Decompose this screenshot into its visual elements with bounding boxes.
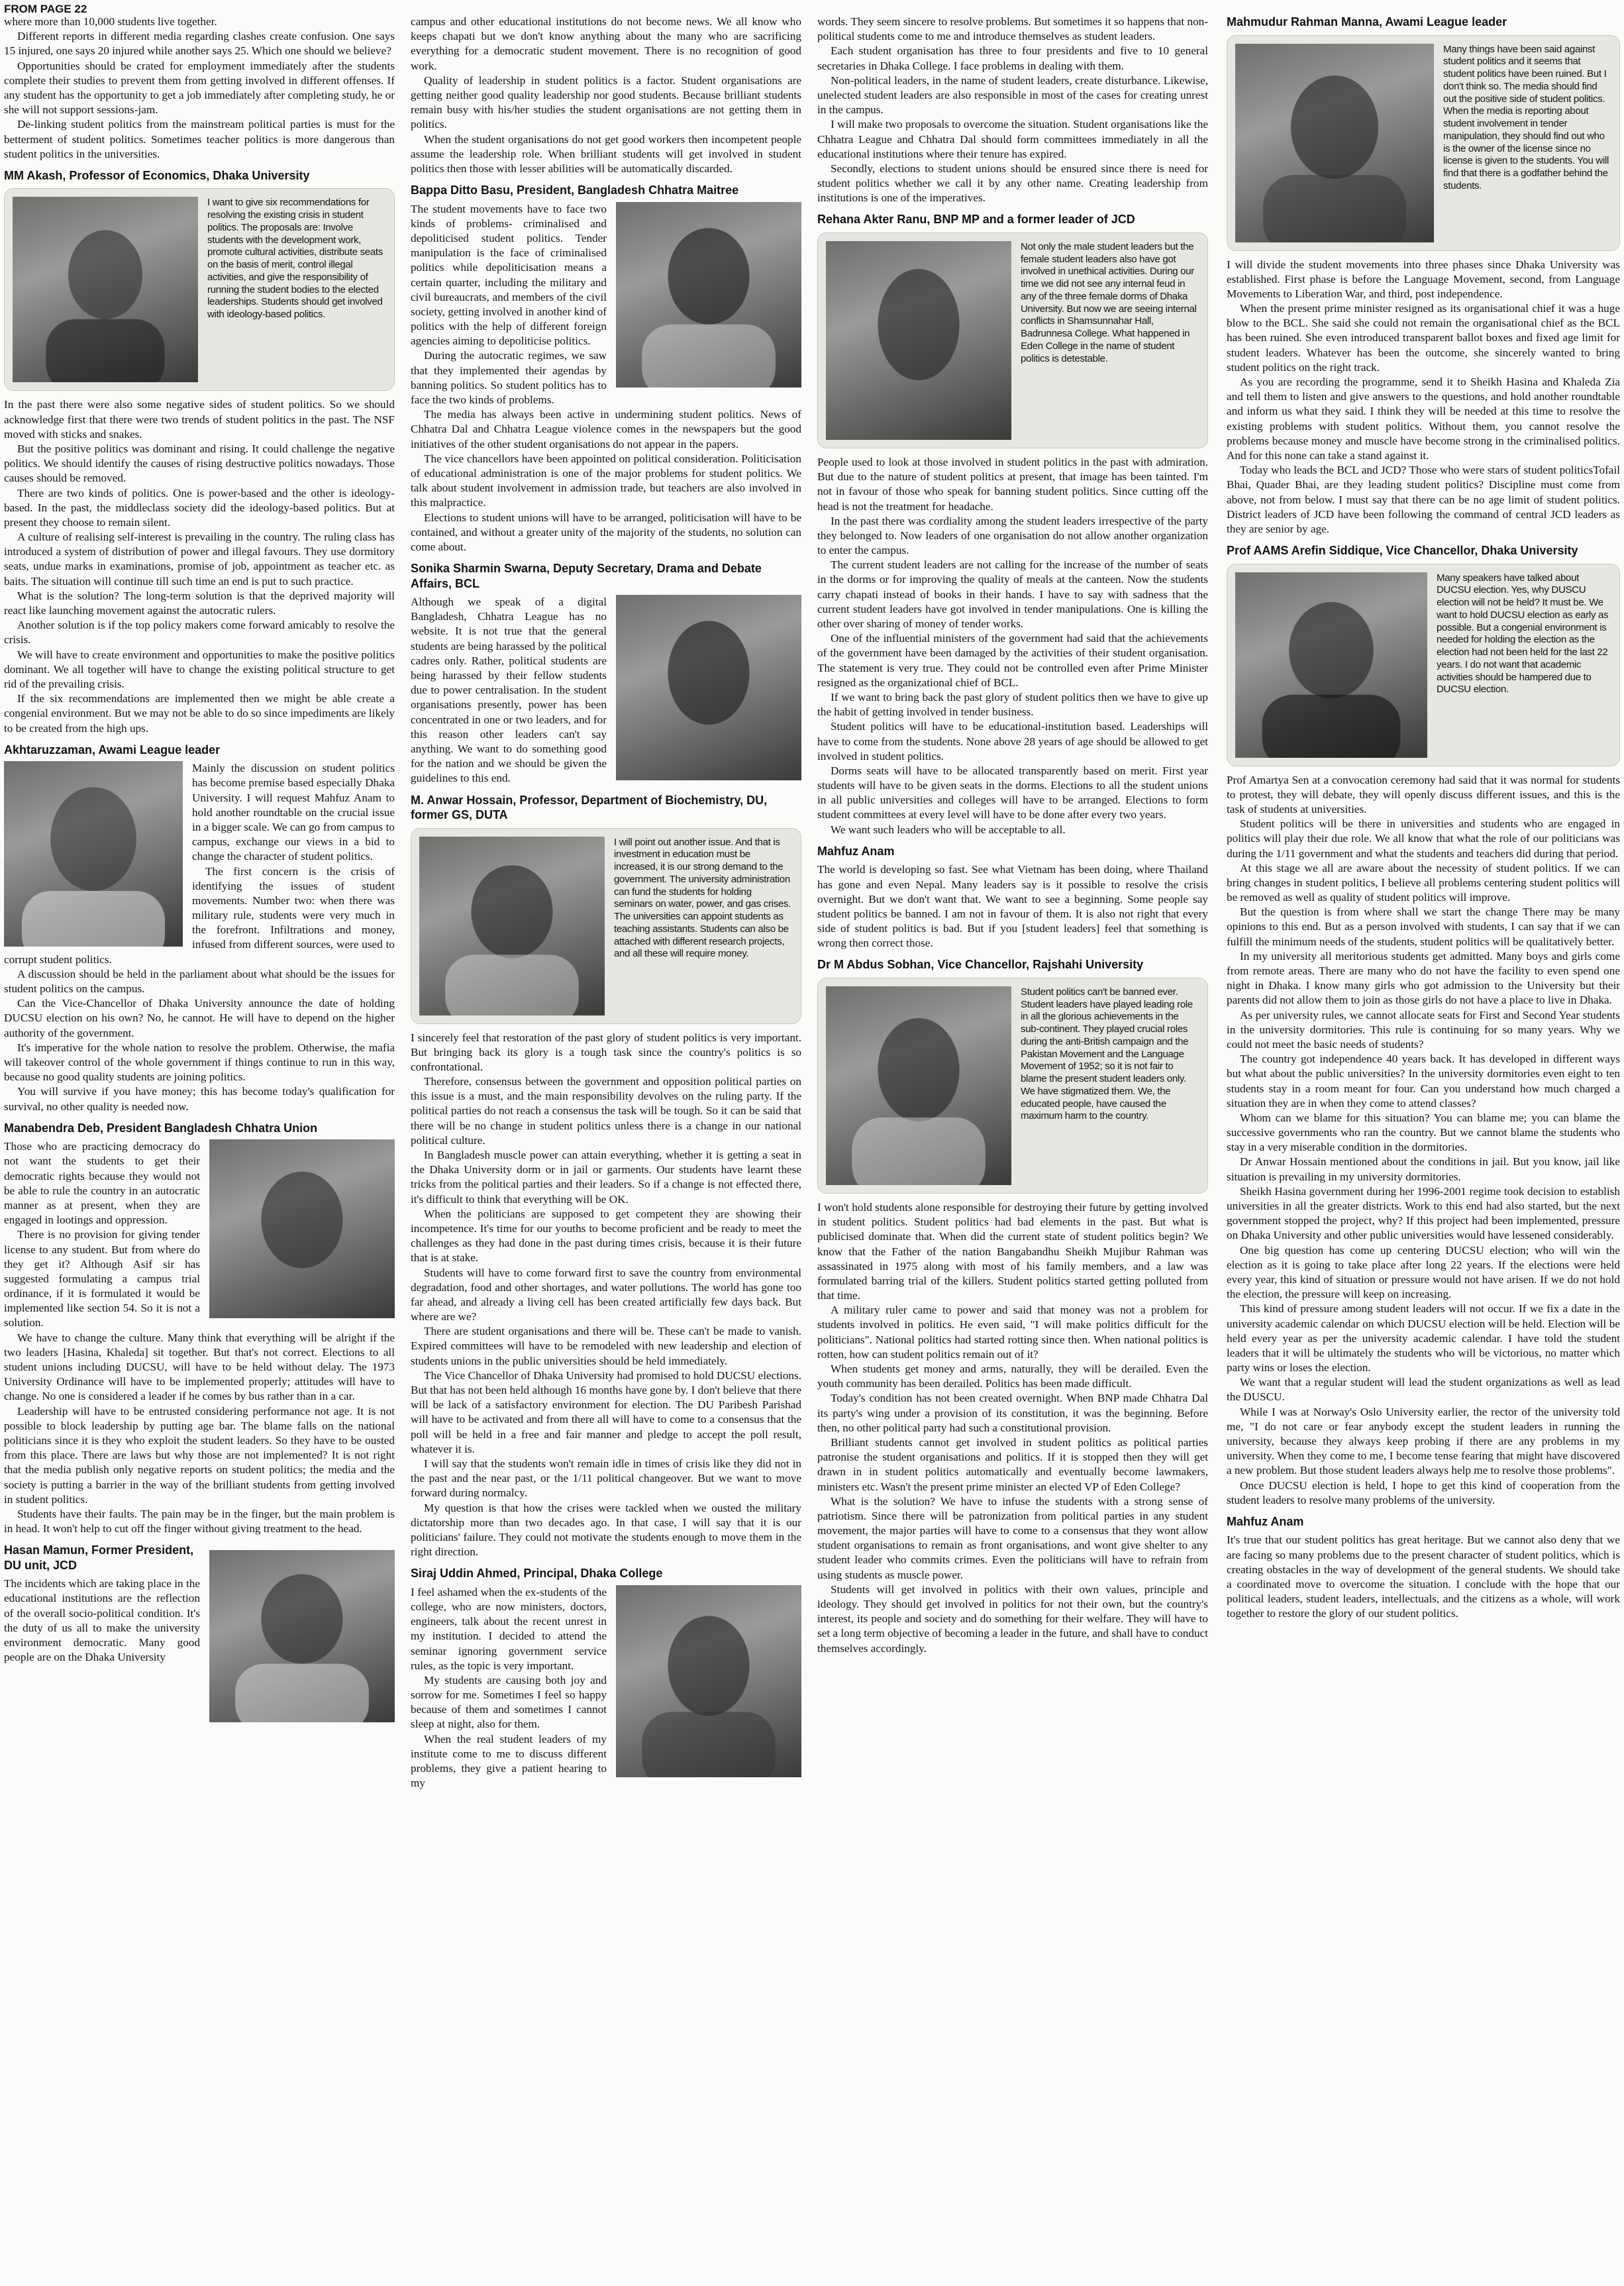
speaker-photo	[826, 986, 1011, 1185]
paragraph: My students are causing both joy and sorrow for me. Sometimes I feel so happy because of them and sometimes I cannot sleep at night, also for them.	[411, 1673, 607, 1731]
speaker-heading: Manabendra Deb, President Bangladesh Chhatra Union	[4, 1121, 318, 1135]
speaker-name: Hasan Mamun, Former President, DU unit, JCD	[4, 1543, 194, 1572]
paragraph: We have to change the culture. Many think that everything will be alright if the two leaders [Hasina, Khaleda] sit together. But that's not correct. Elections to all student unions including DUCSU, will have to be held without delay. The 1973 University Ordinance will have to be implemented properly; attitudes will have to change. No one is considered a leader if he comes by bus rather than in a car.	[4, 1331, 395, 1403]
paragraph: What is the solution? The long-term solution is that the deprived majority will react like launching movement against the autocratic rulers.	[4, 589, 395, 617]
speaker-photo	[1235, 572, 1427, 758]
paragraph: There is no provision for giving tender license to any student. But from where do they get it? Although Asif sir has suggested formulating a campus trial ordinance, if it is formulated it would be implemented like section 54. So it is not a solution.	[4, 1228, 200, 1329]
paragraph: Different reports in different media regarding clashes create confusion. One says 15 injured, one says 20 injured while another says 25. Which one should we believe?	[4, 30, 395, 58]
paragraph: Leadership will have to be entrusted considering performance not age. It is not possible to block leadership by putting age bar. The blame falls on the national politicians since it is they who exploit the student leaders. So they have to be ousted from this place. There are laws but why those are not implemented? It is not right that the media publish only negative reports on student politics; the media and the society is putting a barrier in the way of the brilliant students from getting involved in student politics.	[4, 1404, 395, 1506]
speaker-heading: Siraj Uddin Ahmed, Principal, Dhaka College	[411, 1567, 663, 1581]
paragraph: Those who are practicing democracy do not want the students to get their democratic rights because they would not be able to rule the country in an autocratic manner as at present, when they are engaged in lootings and oppression.	[4, 1140, 200, 1227]
pull-quote: I will point out another issue. And that is investment in education must be increased, it is our strong demand to the government. The university administration can fund the students for holding seminars on water, power, and gas crises. The universities can appoint students as teaching assistants. Students can also be attached with different research projects, and all these will require money.	[614, 836, 791, 960]
paragraph: Whom can we blame for this situation? You can blame me; you can blame the successive governments who ran the country. But we cannot blame the students who stay in a very miserable condition in the dormitories.	[1227, 1111, 1620, 1154]
paragraph: We want that a regular student will lead the student organizations as well as lead the DUSCU.	[1227, 1376, 1620, 1404]
paragraph: There are student organisations and there will be. These can't be made to vanish. Expired committees will have to be remodeled with new leadership and election of students unions in the public universities should be held immediately.	[411, 1325, 801, 1367]
paragraph: We will have to create environment and opportunities to make the positive politics dominant. We all together will have to change the existing political structure to get rid of the prevailing crisis.	[4, 648, 395, 690]
paragraph: Students will have to come forward first to save the country from environmental degradation, food and other shortages, and water pollutions. The world has gone too far ahead, and already a living cell has been created artificially few days back. But where are we?	[411, 1266, 801, 1324]
column-3	[817, 15, 1208, 1656]
paragraph: As per university rules, we cannot allocate seats for First and Second Year students in the university dormitories. This rule is continuing for so many years. Why we could not meet the basic needs of students?	[1227, 1008, 1620, 1051]
paragraph: The student movements have to face two kinds of problems- criminalised and depoliticised student politics. Tender manipulation is the face of criminalised politics while depoliticisation means a certain quarter, including the military and civil bureaucrats, and members of the civil society, getting involved in another kind of politics with the help of different foreign agencies aiming to depoliticise politics.	[411, 202, 607, 348]
paragraph: One of the influential ministers of the government had said that the achievements of the government have been damaged by the activities of their student organisation. The statement is very true. They could not be controlled even after Prime Minister resigned as the organizational chief of BCL.	[817, 632, 1208, 689]
speaker-heading: M. Anwar Hossain, Professor, Department of Biochemistry, DU, former GS, DUTA	[411, 793, 768, 821]
paragraph: I will say that the students won't remain idle in times of crisis like they did not in the past and the near past, or the 1/11 political changeover. But we want to move forward during normalcy.	[411, 1457, 801, 1500]
paragraph: If the six recommendations are implemented then we might be able create a congenial environment. But we may not be able to do so since impediments are likely to be created from the high ups.	[4, 692, 395, 735]
paragraph: In the past there was cordiality among the student leaders irrespective of the party they belonged to. Now leaders of one organisation do not allow another organization to enter the campus.	[817, 514, 1208, 557]
column-4	[1227, 15, 1620, 1622]
paragraph: A military ruler came to power and said that money was not a problem for students involved in politics. He even said, "I will make politics difficult for the politicians". National politics had started rotting since then. When national politics is rotten, how can student politics remain out of it?	[817, 1304, 1208, 1361]
paragraph: where more than 10,000 students live together.	[4, 15, 217, 28]
paragraph: During the autocratic regimes, we saw that they implemented their agendas by banning politics. So student politics has to face the two kinds of problems.	[411, 349, 607, 406]
pull-quote: Not only the male student leaders but the female student leaders also have got involved in unethical activities. During our time we did not see any internal feud in any of the three female dorms of Dhaka University. But now we are seeing internal conflicts in Shamsunnahar Hall, Badrunnesa College. What happened in Eden College in the name of student politics is detestable.	[1021, 240, 1197, 364]
paragraph: The first concern is the crisis of identifying the issues of student movements. Number two: when there was military rule, students were very much in the forefront. Infiltrations and money, infused from different sources, were used to corrupt student politics.	[4, 864, 395, 966]
quote-box	[817, 233, 1208, 448]
paragraph: When students get money and arms, naturally, they will be derailed. Even the youth community has been derailed. Politics has been made difficult.	[817, 1363, 1208, 1390]
pull-quote: Many speakers have talked about DUCSU election. Yes, why DUSCU election will not be held? It must be. We want to hold DUCSU election as early as possible. But a congenial environment is needed for holding the election as the election had not been held for the last 22 years. I do not want that academic activities should be hampered due to DUCSU election.	[1437, 572, 1609, 696]
paragraph: When the student organisations do not get good workers then incompetent people assume the leadership role. When brilliant students will get involved in student politics then those with lesser abilities will be automatically discarded.	[411, 132, 801, 175]
paragraph: In my university all meritorious students get admitted. Many boys and girls come from remote areas. There are many who do not have the facility to even spend one night in Dhaka. I know many girls who got admission to the University but their parents did not allow them to join as those girls do not have a place to live in Dhaka.	[1227, 949, 1620, 1007]
paragraph: Elections to student unions will have to be arranged, politicisation will have to be contained, and without a greater unity of the majority of the students, no solution can come about.	[411, 511, 801, 553]
paragraph: Student politics will be there in universities and students who are engaged in politics will play their due role. We all know that what the role of our politicians was during the 1/11 government and what the students and teachers did during that period.	[1227, 817, 1620, 860]
paragraph: Non-political leaders, in the name of student leaders, create disturbance. Likewise, unelected student leaders are also responsible in most of the cases for creating unrest in the campus.	[817, 74, 1208, 117]
pull-quote: Student politics can't be banned ever. Student leaders have played leading role in all the glorious achievements in the sub-continent. They played crucial roles during the anti-British campaign and the Pakistan Movement and the Language Movement of 1952; so it is not fair to blame the present student leaders only. We have stigmatized them. We, the educated people, have caused the maximum harm to the country.	[1021, 986, 1193, 1122]
speaker-photo	[209, 1550, 395, 1722]
paragraph: Secondly, elections to student unions should be ensured since there is need for student politics whether we call it by any other name. Creating leadership from institutions is one of the imperatives.	[817, 162, 1208, 205]
paragraph: You will survive if you have money; this has become today's qualification for survival, no other quality is needed now.	[4, 1085, 395, 1113]
speaker-heading: Akhtaruzzaman, Awami League leader	[4, 743, 221, 756]
speaker-heading: MM Akash, Professor of Economics, Dhaka University	[4, 168, 310, 182]
paragraph: Another solution is if the top policy makers come forward amicably to resolve the crisis.	[4, 619, 395, 647]
paragraph: When the present prime minister resigned as its organisational chief it was a huge blow to the BCL. She said she could not remain the organisational chief as the BCL has been ruined. She even introduced transparent ballot boxes and fixed age limit for student leaders. Whatever has been the outcome, she sincerely wanted to bring student politics on the right track.	[1227, 302, 1620, 374]
paragraph: De-linking student politics from the mainstream political parties is must for the betterment of student politics. Sometimes teacher politics is more dangerous than student politics in the universities.	[4, 118, 395, 160]
paragraph: campus and other educational institutions do not become news. We all know who keeps chapati but we don't know anything about the many who are sacrificing everything for a democratic student movement. There is no recognition of good work.	[411, 15, 801, 72]
paragraph: Today's condition has not been created overnight. When BNP made Chhatra Dal its party's wing under a provision of its constitution, it was the beginning. Before then, no other political party had such a constitutional provision.	[817, 1392, 1208, 1434]
paragraph: At this stage we all are aware about the necessity of student politics. If we can bring changes in student politics, I believe all problems centering student politics will be removed as well as quality of student politics will improve.	[1227, 861, 1620, 904]
speaker-heading: Rehana Akter Ranu, BNP MP and a former leader of JCD	[817, 213, 1135, 227]
paragraph: One big question has come up centering DUCSU election; who will win the election as it is going to take place after long 22 years. If the elections were held every year, this kind of situation or pressure would not have arisen. If we do not hold the election, the pressure will keep on increasing.	[1227, 1243, 1620, 1301]
paragraph: Each student organisation has three to four presidents and five to 10 general secretaries in Dhaka College. I face problems in dealing with them.	[817, 44, 1208, 72]
speaker-heading: Mahfuz Anam	[817, 844, 895, 858]
paragraph: As you are recording the programme, send it to Sheikh Hasina and Khaleda Zia and tell them to listen and give answers to the questions, and hold another roundtable and inform us what they said. I think they will be needed at this time to resolve the existing problems with student politics. Without them, you cannot resolve the problems because money and muscle have become strong in the criminalised politics. And for this none can take a stand against it.	[1227, 376, 1620, 462]
paragraph: I won't hold students alone responsible for destroying their future by getting involved in student politics. Student politics had bad elements in the past. But what is publicised dominate that. When did the current state of student politics begin? We know that the Father of the nation Bangabandhu Sheikh Mujibur Rahman was assassinated in 1975 along with most of his family members, and a law was formulated barring trial of the killers. Student politics started getting polluted from that time.	[817, 1200, 1208, 1302]
paragraph: Students have their faults. The pain may be in the finger, but the main problem is in head. It won't help to cut off the finger without giving treatment to the head.	[4, 1507, 395, 1535]
speaker-heading: Prof AAMS Arefin Siddique, Vice Chancellor, Dhaka University	[1227, 544, 1578, 558]
speaker-photo	[616, 202, 801, 388]
quote-box	[411, 828, 801, 1024]
paragraph: This kind of pressure among student leaders will not occur. If we fix a date in the university academic calendar on which DUCSU election will be held. Election will be held every year as per the university academic calendar. I have told the student leaders that it will be ultimately the students who will be victorious, no matter which party wins or loses the election.	[1227, 1302, 1620, 1375]
speaker-photo	[13, 197, 198, 382]
speaker-photo	[1235, 44, 1434, 242]
paragraph: But the positive politics was dominant and rising. It could challenge the negative politics. We should identify the causes of rising destructive politics nowadays. Those causes should be removed.	[4, 442, 395, 485]
page-continuation-label: FROM PAGE 22	[4, 3, 87, 15]
paragraph: Once DUCSU election is held, I hope to get this kind of cooperation from the student leaders to resolve many problems of the university.	[1227, 1479, 1620, 1506]
paragraph: A culture of realising self-interest is prevailing in the country. The ruling class has introduced a system of distribution of power and illegal favours. They use dormitory seats, undue marks in examinations, promise of job, appointment as teacher etc. as baits. The situation will continue till such time an end is put to such practice.	[4, 531, 395, 588]
paragraph: The incidents which are taking place in the educational institutions are the reflection of the overall socio-political condition. It's the duty of us all to make the university environment democratic. Many good people are on the Dhaka University	[4, 1577, 200, 1664]
speaker-photo	[419, 837, 605, 1015]
paragraph: Student politics will have to be educational-institution based. Leaderships will have to come from the students. None above 28 years of age should be allowed to get involved in student politics.	[817, 720, 1208, 762]
speaker-photo	[616, 595, 801, 780]
paragraph: I feel ashamed when the ex-students of the college, who are now ministers, doctors, engineers, talk about the recent unrest in my institution. I decided to attend the seminar ignoring government service rules, as the topic is very important.	[411, 1585, 607, 1672]
speaker-heading: Sonika Sharmin Swarna, Deputy Secretary, Drama and Debate Affairs, BCL	[411, 562, 762, 590]
paragraph: People used to look at those involved in student politics in the past with admiration. But due to the nature of student politics at present, that image has been tainted. I'm not in favour of those who speak for banning student politics. Since cutting off the head is not the treatment for headache.	[817, 455, 1208, 513]
quote-box	[4, 188, 395, 391]
paragraph: It's true that our student politics has great heritage. But we cannot also deny that we are facing so many problems due to the present character of student politics, which is creating obstacles in the way of development of the general students. We should take a coordinated move to overcome the situation. I conclude with the hope that our political leaders, student leaders, intellectuals, and the citizens as a whole, will work together to restore the glory of our student politics.	[1227, 1533, 1620, 1620]
paragraph: words. They seem sincere to resolve problems. But sometimes it so happens that non-political students come to me and introduce themselves as student leaders.	[817, 15, 1208, 43]
paragraph: Sheikh Hasina government during her 1996-2001 regime took decision to establish universities in all the greater districts. Work to this end had also started, but the next government stopped the project, why? If this project had been implemented, pressure on Dhaka University and other public universities would have lessened considerably.	[1227, 1184, 1620, 1242]
paragraph: There are two kinds of politics. One is power-based and the other is ideology-based. In the past, the middleclass society did the ideology-based politics. But at present they choose to remain silent.	[4, 486, 395, 529]
paragraph: A discussion should be held in the parliament about what should be the issues for student politics on the campus.	[4, 967, 395, 995]
paragraph: When the politicians are supposed to get competent they are showing their incompetence. It's time for our youths to become proficient and be ready to meet the challenges as they had done in the past during times crisis, because it is their future that is at stake.	[411, 1207, 801, 1265]
speaker-photo	[209, 1139, 395, 1318]
paragraph: Quality of leadership in student politics is a factor. Student organisations are getting neither good quality leadership nor good students. Because brilliant students remain busy with his/her studies the student organisations are not getting them in politics.	[411, 74, 801, 131]
paragraph: I will divide the student movements into three phases since Dhaka University was established. First phase is before the Language Movement, second, from Language Movements to Liberation War, and third, post independence.	[1227, 258, 1620, 300]
paragraph: Can the Vice-Chancellor of Dhaka University announce the date of holding DUCSU election on his own? No, he cannot. He will have to depend on the higher authority of the government.	[4, 997, 395, 1039]
paragraph: What is the solution? We have to infuse the students with a strong sense of patriotism. Since there will be patronization from political parties in any student movement, the major parties will have to come to a consensus that they wont allow student organisations to remain as front organisations, and wont give shelter to any student leader who commits crimes. Even the politicians will have to refrain from using students as muscle power.	[817, 1494, 1208, 1581]
speaker-photo	[4, 761, 183, 947]
pull-quote: I want to give six recommendations for resolving the existing crisis in student politics. The proposals are: Involve students with the development work, promote cultural activities, distribute seats on the basis of merit, control illegal activities, and give the responsibility of running the student bodies to the elected leaderships. Students should get involved with ideology-based politics.	[207, 197, 383, 321]
paragraph: In Bangladesh muscle power can attain everything, whether it is getting a seat in the Dhaka University dorm or in jail or garments. Our students have learnt these tricks from the political parties and their leaders. So if a change is not effected there, it's difficult to think that everything will be OK.	[411, 1149, 801, 1206]
speaker-heading: Dr M Abdus Sobhan, Vice Chancellor, Rajshahi University	[817, 958, 1144, 972]
paragraph: Mainly the discussion on student politics has become premise based especially Dhaka University. I will request Mahfuz Anam to hold another roundtable on the crucial issue in a bigger scale. We can go from campus to campus, exchange our views in a bid to change the character of student politics.	[192, 762, 395, 863]
paragraph: Brilliant students cannot get involved in student politics as political parties patronise the student organisations and politics. If it is stopped then they will get drawn in in student politics automatically and eventually become lawmakers, ministers etc. Wasn't the present prime minister an elected VP of Eden College?	[817, 1435, 1208, 1493]
speaker-heading: Mahfuz Anam	[1227, 1514, 1304, 1528]
speaker-photo	[616, 1585, 801, 1777]
speaker-photo	[826, 241, 1011, 440]
paragraph: The country got independence 40 years back. It has developed in different ways but what about the public universities? In the university dormitories even eight to ten students stay in a room meant for four. Can you understand how much charged a situation they are in when they come to attend classes?	[1227, 1053, 1620, 1110]
paragraph: It's imperative for the whole nation to resolve the problem. Otherwise, the mafia will takeover control of the whole government if things continue to run in this way, because no good quality students are joining politics.	[4, 1041, 395, 1084]
paragraph: Although we speak of a digital Bangladesh, Chhatra League has no website. It is not true that the general students are being harassed by the political cadres only. Rather, political students are being harassed by their fellow students due to power centralisation. In the student organisations presently, power has been concentrated in one or two leaders, and for this reason other leaders can't say anything. We want to do something good for the nation and we should be given the guidelines to this end.	[411, 596, 607, 785]
paragraph: My question is that how the crises were tackled when we ousted the military dictatorship more than two decades ago. In that case, I will say that it is our politicians' failure. They could not motivate the students enough to move them in the right direction.	[411, 1501, 801, 1559]
speaker-heading: Mahmudur Rahman Manna, Awami League leader	[1227, 15, 1507, 28]
quote-box	[1227, 35, 1620, 251]
paragraph: Today who leads the BCL and JCD? Those who were stars of student politicsTofail Bhai, Quader Bhai, are they leading student politics? Discipline must come from above, not from below. I must say that there can be no age limit of student politics. District leaders of JCD have been following the command of central JCD leaders as they are senior by age.	[1227, 464, 1620, 535]
paragraph: We want such leaders who will be acceptable to all.	[831, 823, 1066, 836]
paragraph: When the real student leaders of my institute come to me to discuss different problems, they give a patient hearing to my	[411, 1732, 607, 1790]
paragraph: I will make two proposals to overcome the situation. Student organisations like the Chhatra League and Chhatra Dal should form committees immediately in all the educational institutions where their tenure has expired.	[817, 118, 1208, 160]
paragraph: In the past there were also some negative sides of student politics. So we should acknowledge first that there were two trends of student politics in the past. The NSF moved with sticks and snakes.	[4, 398, 395, 441]
paragraph: The vice chancellors have been appointed on political consideration. Politicisation of educational administration is one of the major problems for student politics. We talk about student involvement in admission trade, but teachers are also involved in this malpractice.	[411, 452, 801, 509]
paragraph: Dr Anwar Hossain mentioned about the conditions in jail. But you know, jail like situation is prevailing in my university dormitories.	[1227, 1155, 1620, 1183]
column-2	[411, 15, 801, 1791]
speaker-heading: Bappa Ditto Basu, President, Bangladesh Chhatra Maitree	[411, 183, 739, 197]
paragraph: Dorms seats will have to be allocated transparently based on merit. First year students will have to be given seats in the dorms. Elections to all the student unions in all public universities and colleges will have to be arranged. Elections to form student committees at every level will have to be done after every two years.	[817, 764, 1208, 821]
speaker-heading	[4, 1543, 203, 1573]
quote-box	[1227, 564, 1620, 766]
paragraph: The current student leaders are not calling for the increase of the number of seats in the dorms or for improving the quality of meals at the canteen. Now the students carry chapati instead of books in their hands. I have to say with sadness that the current student leaders have got involved in tender manipulations. One is killing the other over sharing of money of tender works.	[817, 558, 1208, 630]
paragraph: But the question is from where shall we start the change There may be many opinions to this end. But as a person involved with students, I can say that if we can fulfill the minimum needs of the students, student politics will be qualitatively better.	[1227, 906, 1620, 948]
paragraph: The world is developing so fast. See what Vietnam has been doing, where Thailand has gone and even Nepal. Many leaders say is it possible to resolve the crisis overnight. But we don't want that. We want to see a beginning. Some people say student politics be banned. I am not in favour of them. It is also not right that every side of student politics is bad. But if you [student leaders] feel that something is wrong then correct those.	[817, 863, 1208, 950]
pull-quote: Many things have been said against student politics and it seems that student politics have been ruined. But I don't think so. The media should find out the positive side of student politics. When the media is reporting about student involvement in tender manipulation, they should find out who is the owner of the license since no license is given to the students. You will find that there is a godfather behind the students.	[1443, 43, 1609, 191]
paragraph: Opportunities should be crated for employment immediately after the students complete their studies to prevent them from getting involved in different offenses. If any student has the opportunity to get a job immediately after completing study, he or she will not support sessions-jam.	[4, 59, 395, 117]
paragraph: I sincerely feel that restoration of the past glory of student politics is very important. But bringing back its glory is a tough task since the country's politics is so confrontational.	[411, 1031, 801, 1073]
quote-box	[817, 978, 1208, 1194]
paragraph: The media has always been active in undermining student politics. News of Chhatra Dal and Chhatra League violence comes in the newspapers but the good initiatives of the other student organisations do not appear in the papers.	[411, 408, 801, 450]
paragraph: Therefore, consensus between the government and opposition political parties on this issue is a must, and the main responsibility devolves on the ruling party. If the political parties do not reach a consensus the task will be tough. So it can be said that there will be no change in student politics unless there is a change in our national political culture.	[411, 1075, 801, 1147]
paragraph: While I was at Norway's Oslo University earlier, the rector of the university told me, "I do not care or fear anybody except the student leaders in running the university, because they always keep probing if there are any problems in my university. When they come to me, I become tense fearing that might have discovered a new problem. But those student leaders always help me to resolve those problems".	[1227, 1405, 1620, 1477]
column-1	[4, 3, 395, 1726]
paragraph: Students will get involved in politics with their own values, principle and ideology. They should get involved in politics for not their own, but the country's interest, its people and society and do something for their welfare. They will have to set a long term objective of becoming a leader in the future, and shall have to conduct themselves accordingly.	[817, 1583, 1208, 1655]
paragraph: If we want to bring back the past glory of student politics then we have to give up the habit of getting involved in tender business.	[817, 690, 1208, 719]
paragraph: Prof Amartya Sen at a convocation ceremony had said that it was normal for students to protest, they will debate, they will openly discuss different issues, and this is the task of students at universities.	[1227, 773, 1620, 815]
paragraph: The Vice Chancellor of Dhaka University had promised to hold DUCSU elections. But that has not been held although 16 months have gone by. I don't believe that there will be lack of a satisfactory environment for election. The DU Paribesh Parishad will have to be activated and from there all will have to come to a consensus that the poll will be held in a free and fair manner and pledge to accept the poll result, whatever it is.	[411, 1369, 801, 1455]
